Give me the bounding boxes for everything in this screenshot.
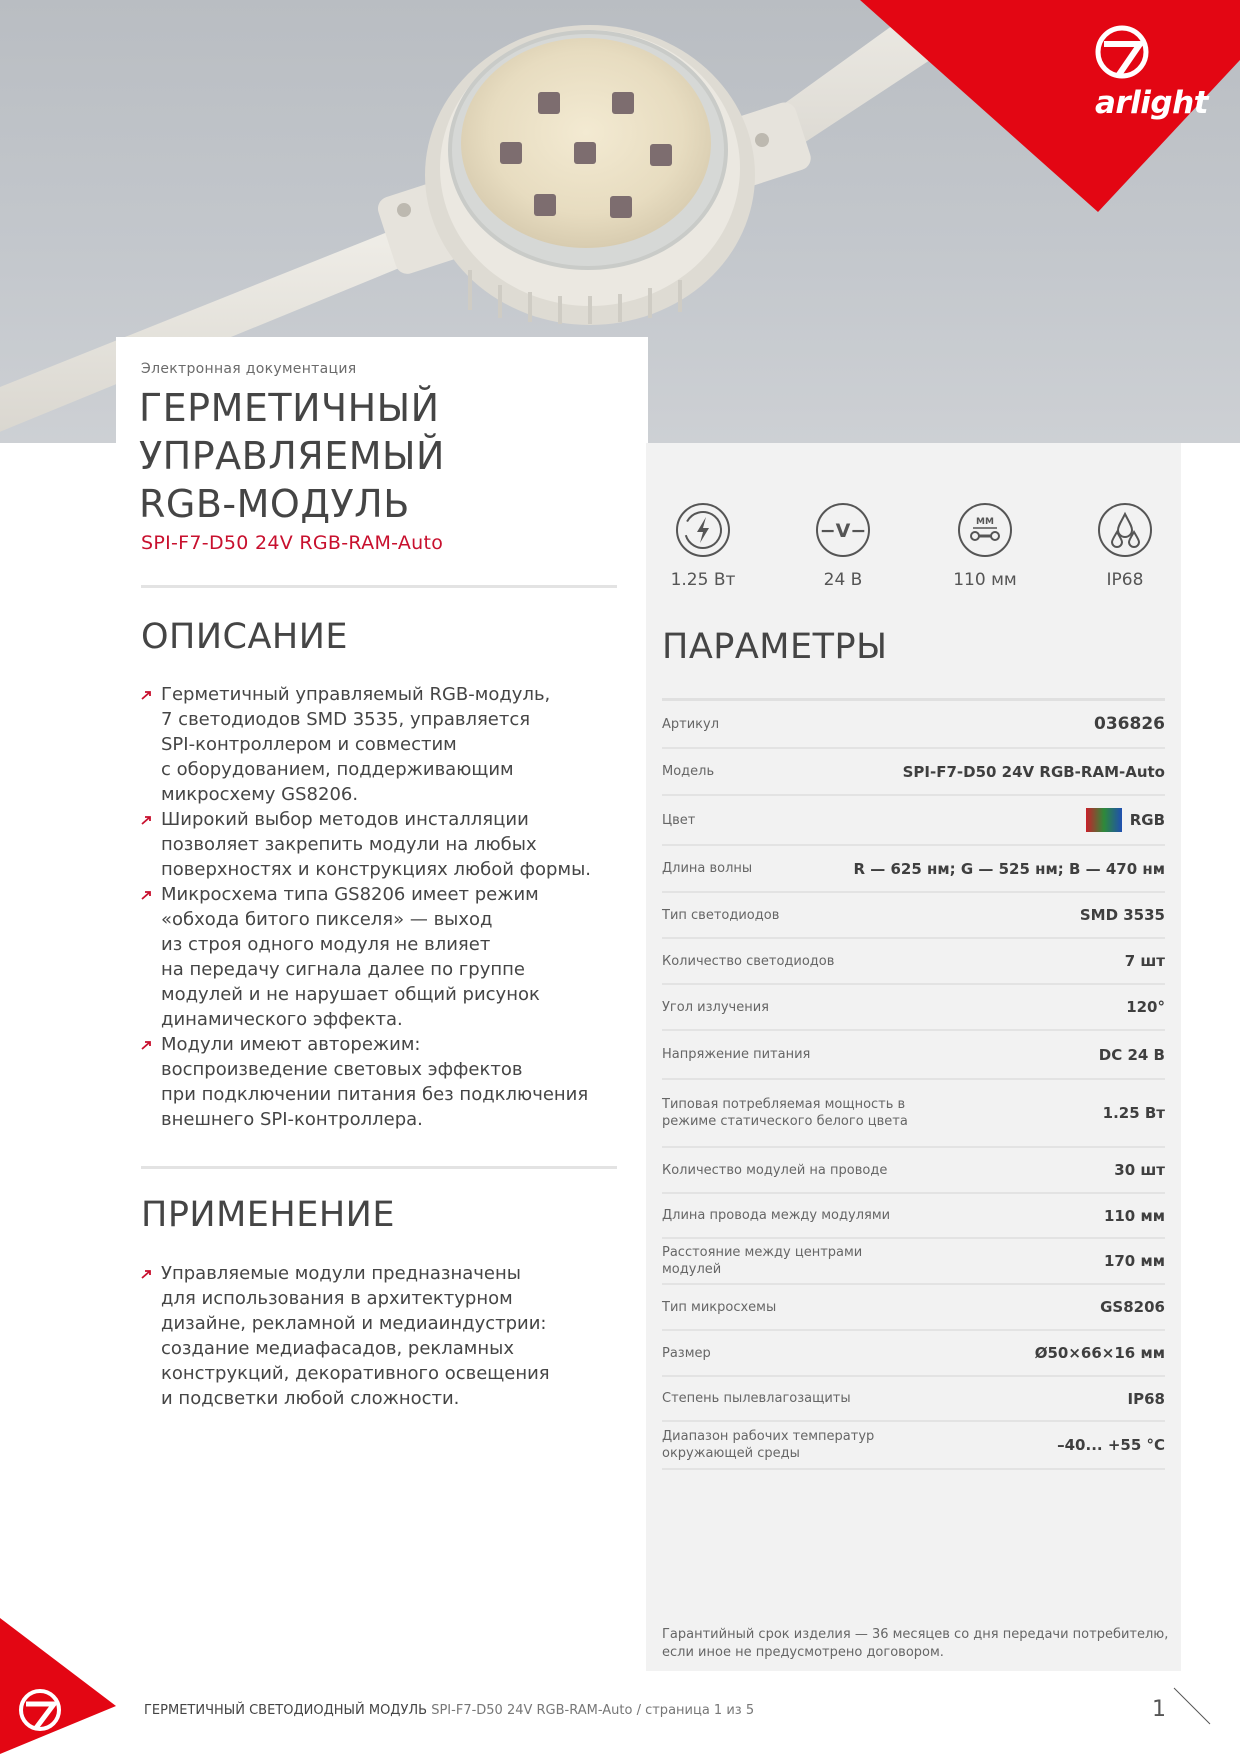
bullet-line: SPI-контроллером и совместим (161, 734, 457, 755)
waterproof-label: IP68 (1106, 570, 1144, 590)
param-row (662, 749, 1165, 796)
waterproof-icon (1097, 502, 1153, 558)
param-label: Тип микросхемы (662, 1299, 777, 1315)
param-label: Расстояние между центрами модулей (662, 1245, 863, 1277)
bullet-item (141, 807, 621, 882)
bullet-line: динамического эффекта. (161, 1009, 403, 1030)
param-value-text: SMD 3535 (1079, 906, 1165, 924)
voltage-icon (815, 502, 871, 558)
param-label: Размер (662, 1345, 711, 1361)
warranty-note: Гарантийный срок изделия — 36 месяцев со дня передачи потребителю, если иное не предусмотрено договором. (662, 1627, 1169, 1660)
bullet-item (141, 682, 621, 807)
page-number: 1 (1152, 1697, 1166, 1722)
param-value (1104, 1207, 1165, 1225)
divider (141, 585, 617, 588)
param-label: Напряжение питания (662, 1047, 811, 1062)
param-value-text: R — 625 нм; G — 525 нм; B — 470 нм (853, 859, 1165, 878)
bullet-arrow-icon (141, 891, 152, 900)
param-value-text: 7 шт (1124, 952, 1165, 970)
application-heading: ПРИМЕНЕНИЕ (141, 1195, 395, 1235)
param-row (662, 1377, 1165, 1422)
bullet-line: дизайне, рекламной и медиаиндустрии: (161, 1313, 547, 1334)
param-row (662, 796, 1165, 846)
description-list (141, 682, 621, 1132)
param-row (662, 1080, 1165, 1148)
param-value-text: 1.25 Вт (1102, 1104, 1165, 1122)
param-label: Количество модулей на проводе (662, 1162, 888, 1178)
param-value-text: DC 24 В (1098, 1045, 1165, 1064)
param-value (1080, 906, 1165, 924)
bullet-line: при подключении питания без подключения (161, 1084, 589, 1105)
param-value (1100, 1298, 1165, 1316)
title-line: ГЕРМЕТИЧНЫЙ (139, 386, 440, 430)
param-value-text: 036826 (1094, 714, 1165, 734)
bullet-line: воспроизведение световых эффектов (161, 1059, 523, 1080)
bullet-line: модулей и не нарушает общий рисунок (161, 984, 540, 1005)
bullet-line: внешнего SPI-контроллера. (161, 1109, 423, 1130)
bullet-line: поверхностях и конструкциях любой формы. (161, 859, 591, 880)
param-label: Длина волны (662, 861, 753, 876)
bullet-line: на передачу сигнала далее по группе (161, 959, 525, 980)
param-value (1114, 1161, 1165, 1179)
bullet-line: конструкций, декоративного освещения (161, 1363, 550, 1384)
param-label: Артикул (662, 716, 720, 732)
param-value-text: 110 мм (1103, 1206, 1165, 1225)
param-value-text: –40... +55 °C (1057, 1436, 1165, 1454)
param-value (1057, 1436, 1165, 1454)
param-row (662, 1031, 1165, 1080)
bullet-line: 7 светодиодов SMD 3535, управляется (161, 709, 531, 730)
param-row (662, 1194, 1165, 1239)
bullet-arrow-icon (141, 1270, 152, 1279)
param-row (662, 893, 1165, 939)
param-value (1126, 998, 1165, 1016)
page-title (139, 384, 619, 528)
param-label: Диапазон рабочих температур окружающей среды (662, 1429, 875, 1461)
doc-kicker: Электронная документация (141, 361, 357, 377)
param-value (1103, 1104, 1165, 1122)
footer-caption (144, 1703, 754, 1718)
param-value-text: IP68 (1127, 1389, 1165, 1408)
param-label: Степень пылевлагозащиты (662, 1391, 851, 1406)
param-value (1099, 1046, 1165, 1064)
param-value-text: 120° (1126, 998, 1165, 1016)
bullet-line: из строя одного модуля не влияет (161, 934, 491, 955)
param-row (662, 1148, 1165, 1194)
param-label: Количество светодиодов (662, 953, 835, 969)
title-line: RGB-МОДУЛЬ (139, 482, 410, 526)
param-label: Модель (662, 764, 715, 779)
description-heading: ОПИСАНИЕ (141, 617, 349, 657)
param-value (1128, 1390, 1165, 1408)
rgb-color-swatch (1086, 808, 1122, 832)
param-value-text: SPI-F7-D50 24V RGB-RAM-Auto (902, 762, 1165, 781)
footer-model-page: SPI-F7-D50 24V RGB-RAM-Auto / страница 1 из 5 (431, 1703, 755, 1718)
brand-logo: arlight (1094, 85, 1208, 121)
bullet-line: Герметичный управляемый RGB-модуль, (161, 684, 551, 705)
bullet-line: Модули имеют авторежим: (161, 1034, 421, 1055)
param-row (662, 701, 1165, 749)
wire-length-label: 110 мм (953, 570, 1017, 590)
param-value-text: RGB (1129, 811, 1165, 829)
param-label: Угол излучения (662, 999, 769, 1015)
wire-length-glyph: ММ (976, 517, 994, 527)
power-icon (675, 502, 731, 558)
param-row (662, 1285, 1165, 1331)
param-row (662, 985, 1165, 1031)
param-value (1125, 952, 1165, 970)
title-line: УПРАВЛЯЕМЫЙ (139, 434, 445, 478)
bullet-line: Широкий выбор методов инсталляции (161, 809, 529, 830)
bullet-arrow-icon (141, 691, 152, 700)
param-value-text: 170 мм (1103, 1252, 1165, 1270)
param-label: Длина провода между модулями (662, 1208, 891, 1223)
bullet-line: с оборудованием, поддерживающим (161, 759, 514, 780)
param-label: Типовая потребляемая мощность в режиме статического белого цвета (662, 1097, 908, 1129)
param-value-text: 30 шт (1114, 1161, 1165, 1179)
bullet-item (141, 882, 621, 1032)
bullet-line: «обхода битого пикселя» — выход (161, 909, 493, 930)
footer-brand-corner (0, 1614, 120, 1754)
param-value (903, 763, 1165, 781)
param-value (1104, 1252, 1165, 1270)
product-model: SPI-F7-D50 24V RGB-RAM-Auto (141, 532, 444, 554)
param-value (1035, 1344, 1165, 1362)
bullet-arrow-icon (141, 1041, 152, 1050)
param-value-text: Ø50×66×16 мм (1034, 1344, 1165, 1362)
param-label: Цвет (662, 812, 696, 828)
voltage-glyph: −V− (819, 520, 867, 542)
param-row (662, 939, 1165, 985)
divider (141, 1166, 617, 1169)
bullet-line: и подсветки любой сложности. (161, 1388, 460, 1409)
voltage-label: 24 В (823, 570, 863, 590)
param-row (662, 1331, 1165, 1377)
param-value (1086, 808, 1165, 832)
bullet-line: микросхему GS8206. (161, 784, 359, 805)
param-value (1094, 714, 1165, 734)
power-label: 1.25 Вт (670, 570, 736, 590)
param-value-text: GS8206 (1100, 1298, 1165, 1316)
bullet-item (141, 1261, 621, 1411)
parameters-heading: ПАРАМЕТРЫ (662, 627, 888, 667)
param-label: Тип светодиодов (662, 907, 780, 923)
wire-length-icon (957, 502, 1013, 558)
param-row (662, 1422, 1165, 1470)
bullet-item (141, 1032, 621, 1132)
bullet-line: Управляемые модули предназначены (161, 1263, 521, 1284)
brand-corner (860, 0, 1240, 215)
page-corner-mark (1172, 1686, 1212, 1726)
param-value (853, 860, 1165, 878)
bullet-line: позволяет закрепить модули на любых (161, 834, 537, 855)
param-row (662, 1239, 1165, 1285)
bullet-line: Микросхема типа GS8206 имеет режим (161, 884, 539, 905)
bullet-line: для использования в архитектурном (161, 1288, 513, 1309)
bullet-arrow-icon (141, 816, 152, 825)
application-list (141, 1261, 621, 1411)
footer-product: ГЕРМЕТИЧНЫЙ СВЕТОДИОДНЫЙ МОДУЛЬ (144, 1703, 428, 1718)
bullet-line: создание медиафасадов, рекламных (161, 1338, 515, 1359)
param-row (662, 846, 1165, 893)
